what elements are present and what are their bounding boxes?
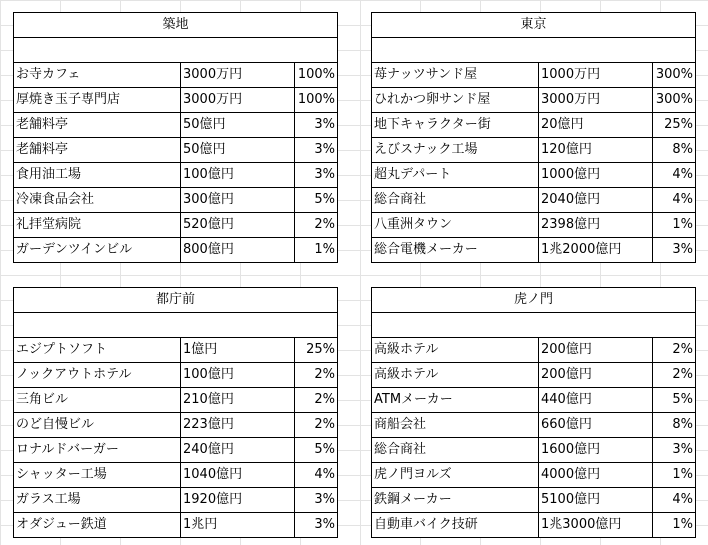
cell-percent[interactable]: 3% <box>295 138 338 163</box>
table-row <box>372 438 696 463</box>
cell-amount[interactable]: 5100億円 <box>539 488 653 513</box>
table-tochomae <box>13 287 338 538</box>
cell-name[interactable]: 厚焼き玉子専門店 <box>14 88 181 113</box>
table-row <box>372 363 696 388</box>
cell-amount[interactable]: 1040億円 <box>181 463 295 488</box>
cell-amount[interactable]: 223億円 <box>181 413 295 438</box>
cell-name[interactable]: ひれかつ卵サンド屋 <box>372 88 539 113</box>
table-row <box>14 213 338 238</box>
cell-amount[interactable]: 100億円 <box>181 163 295 188</box>
cell-name[interactable]: エジプトソフト <box>14 338 181 363</box>
cell-name[interactable]: 虎ノ門ヨルズ <box>372 463 539 488</box>
cell-amount[interactable]: 1億円 <box>181 338 295 363</box>
cell-name[interactable]: 高級ホテル <box>372 338 539 363</box>
table-row <box>14 113 338 138</box>
cell-amount[interactable]: 660億円 <box>539 413 653 438</box>
cell-amount[interactable]: 4000億円 <box>539 463 653 488</box>
table-row <box>372 188 696 213</box>
cell-name[interactable]: 総合商社 <box>372 188 539 213</box>
cell-name[interactable]: 高級ホテル <box>372 363 539 388</box>
cell-name[interactable]: オダジュー鉄道 <box>14 513 181 538</box>
cell-name[interactable]: えびスナック工場 <box>372 138 539 163</box>
cell-amount[interactable]: 50億円 <box>181 138 295 163</box>
table-tsukiji <box>13 12 338 263</box>
cell-name[interactable]: 苺ナッツサンド屋 <box>372 63 539 88</box>
cell-percent[interactable]: 2% <box>295 213 338 238</box>
cell-amount[interactable]: 200億円 <box>539 338 653 363</box>
cell-name[interactable]: 食用油工場 <box>14 163 181 188</box>
table-row <box>14 388 338 413</box>
cell-percent[interactable]: 5% <box>295 188 338 213</box>
cell-percent[interactable]: 4% <box>653 188 696 213</box>
table-row <box>14 463 338 488</box>
cell-name[interactable]: 礼拝堂病院 <box>14 213 181 238</box>
cell-name[interactable]: ガーデンツインビル <box>14 238 181 263</box>
table-row <box>14 413 338 438</box>
cell-percent[interactable]: 8% <box>653 413 696 438</box>
table-row <box>14 163 338 188</box>
cell-percent[interactable]: 5% <box>295 438 338 463</box>
cell-name[interactable]: 老舗料亭 <box>14 113 181 138</box>
cell-name[interactable]: ノックアウトホテル <box>14 363 181 388</box>
cell-amount[interactable]: 1000万円 <box>539 63 653 88</box>
table-title[interactable]: 虎ノ門 <box>372 288 696 313</box>
table-toranomon <box>371 287 696 538</box>
table-row <box>372 63 696 88</box>
table-row <box>14 338 338 363</box>
cell-amount[interactable]: 120億円 <box>539 138 653 163</box>
cell-percent[interactable]: 300% <box>653 63 696 88</box>
empty-cell[interactable] <box>372 38 696 63</box>
empty-cell[interactable] <box>372 313 696 338</box>
cell-percent[interactable]: 1% <box>295 238 338 263</box>
empty-cell[interactable] <box>14 38 338 63</box>
table-row <box>372 138 696 163</box>
cell-amount[interactable]: 1兆2000億円 <box>539 238 653 263</box>
table-row <box>14 488 338 513</box>
cell-percent[interactable]: 25% <box>653 113 696 138</box>
cell-amount[interactable]: 50億円 <box>181 113 295 138</box>
cell-amount[interactable]: 1兆3000億円 <box>539 513 653 538</box>
cell-name[interactable]: 三角ビル <box>14 388 181 413</box>
table-row <box>14 88 338 113</box>
table-row <box>14 138 338 163</box>
table-row <box>372 88 696 113</box>
cell-name[interactable]: 超丸デパート <box>372 163 539 188</box>
cell-name[interactable]: 鉄鋼メーカー <box>372 488 539 513</box>
cell-amount[interactable]: 20億円 <box>539 113 653 138</box>
table-row <box>14 513 338 538</box>
cell-percent[interactable]: 1% <box>653 213 696 238</box>
cell-percent[interactable]: 1% <box>653 463 696 488</box>
cell-percent[interactable]: 4% <box>653 163 696 188</box>
cell-amount[interactable]: 240億円 <box>181 438 295 463</box>
cell-percent[interactable]: 2% <box>653 363 696 388</box>
cell-amount[interactable]: 300億円 <box>181 188 295 213</box>
cell-name[interactable]: 冷凍食品会社 <box>14 188 181 213</box>
cell-percent[interactable]: 3% <box>653 438 696 463</box>
cell-percent[interactable]: 25% <box>295 338 338 363</box>
cell-amount[interactable]: 210億円 <box>181 388 295 413</box>
cell-percent[interactable]: 4% <box>653 488 696 513</box>
cell-percent[interactable]: 300% <box>653 88 696 113</box>
cell-amount[interactable]: 3000万円 <box>539 88 653 113</box>
cell-amount[interactable]: 2398億円 <box>539 213 653 238</box>
cell-amount[interactable]: 1000億円 <box>539 163 653 188</box>
table-row <box>372 488 696 513</box>
cell-amount[interactable]: 2040億円 <box>539 188 653 213</box>
table-title[interactable]: 都庁前 <box>14 288 338 313</box>
cell-amount[interactable]: 3000万円 <box>181 88 295 113</box>
table-row <box>372 463 696 488</box>
cell-name[interactable]: 商船会社 <box>372 413 539 438</box>
table-row <box>372 213 696 238</box>
cell-percent[interactable]: 100% <box>295 63 338 88</box>
cell-name[interactable]: 自動車バイク技研 <box>372 513 539 538</box>
cell-name[interactable]: 総合電機メーカー <box>372 238 539 263</box>
cell-name[interactable]: 総合商社 <box>372 438 539 463</box>
cell-percent[interactable]: 5% <box>653 388 696 413</box>
cell-percent[interactable]: 100% <box>295 88 338 113</box>
cell-percent[interactable]: 3% <box>295 163 338 188</box>
table-row <box>14 188 338 213</box>
cell-percent[interactable]: 3% <box>295 488 338 513</box>
table-row <box>372 413 696 438</box>
cell-amount[interactable]: 800億円 <box>181 238 295 263</box>
cell-percent[interactable]: 3% <box>295 113 338 138</box>
cell-amount[interactable]: 1920億円 <box>181 488 295 513</box>
table-tokyo <box>371 12 696 263</box>
cell-percent[interactable]: 8% <box>653 138 696 163</box>
cell-percent[interactable]: 2% <box>295 413 338 438</box>
cell-name[interactable]: のど自慢ビル <box>14 413 181 438</box>
table-title[interactable]: 東京 <box>372 13 696 38</box>
cell-amount[interactable]: 1600億円 <box>539 438 653 463</box>
table-row <box>372 388 696 413</box>
cell-percent[interactable]: 2% <box>295 363 338 388</box>
table-row <box>14 238 338 263</box>
cell-name[interactable]: お寺カフェ <box>14 63 181 88</box>
cell-name[interactable]: ロナルドバーガー <box>14 438 181 463</box>
cell-name[interactable]: ガラス工場 <box>14 488 181 513</box>
table-row <box>14 63 338 88</box>
table-row <box>372 513 696 538</box>
cell-percent[interactable]: 3% <box>653 238 696 263</box>
empty-cell[interactable] <box>14 313 338 338</box>
cell-percent[interactable]: 2% <box>653 338 696 363</box>
table-row <box>372 113 696 138</box>
cell-percent[interactable]: 2% <box>295 388 338 413</box>
table-row <box>372 338 696 363</box>
cell-amount[interactable]: 1兆円 <box>181 513 295 538</box>
cell-amount[interactable]: 520億円 <box>181 213 295 238</box>
cell-amount[interactable]: 3000万円 <box>181 63 295 88</box>
table-title[interactable]: 築地 <box>14 13 338 38</box>
table-row <box>14 363 338 388</box>
cell-name[interactable]: シャッター工場 <box>14 463 181 488</box>
table-row <box>14 438 338 463</box>
table-row <box>372 238 696 263</box>
cell-amount[interactable]: 440億円 <box>539 388 653 413</box>
cell-name[interactable]: 地下キャラクター街 <box>372 113 539 138</box>
cell-name[interactable]: ATMメーカー <box>372 388 539 413</box>
cell-name[interactable]: 八重洲タウン <box>372 213 539 238</box>
cell-percent[interactable]: 1% <box>653 513 696 538</box>
cell-amount[interactable]: 200億円 <box>539 363 653 388</box>
table-row <box>372 163 696 188</box>
cell-percent[interactable]: 3% <box>295 513 338 538</box>
cell-amount[interactable]: 100億円 <box>181 363 295 388</box>
cell-name[interactable]: 老舗料亭 <box>14 138 181 163</box>
cell-percent[interactable]: 4% <box>295 463 338 488</box>
